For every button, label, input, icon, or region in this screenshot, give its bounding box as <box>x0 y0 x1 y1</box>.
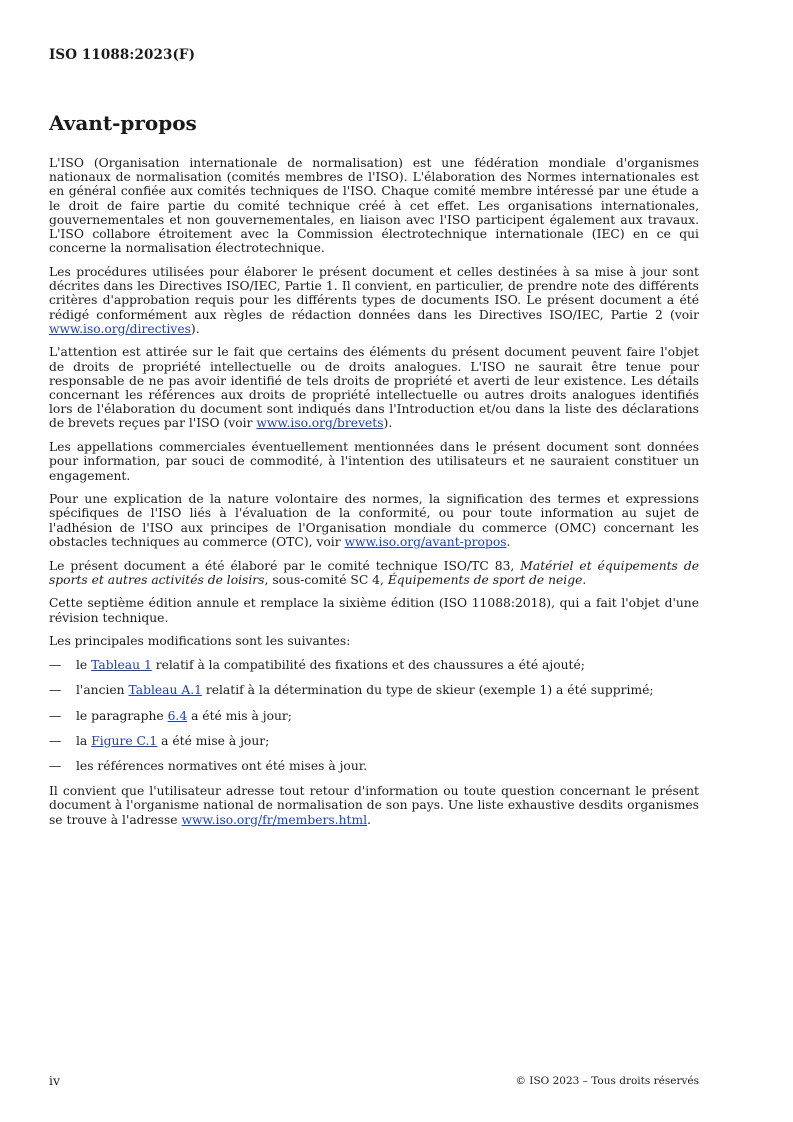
paragraph-edition: Cette septième édition annule et remplace la sixième édition (ISO 11088:2018), qui a fait l'objet d'une révision technique. <box>49 596 699 625</box>
dash-bullet: — <box>49 683 62 698</box>
list-item: — le paragraphe 6.4 a été mis à jour; <box>49 708 292 723</box>
document-id: ISO 11088:2023(F) <box>49 47 196 63</box>
paragraph-iso-intro: L'ISO (Organisation internationale de normalisation) est une fédération mondiale d'organismes nationaux de normalisation (comités membres de l'ISO). L'élaboration des Normes internationales est en général confiée aux comités techniques de l'ISO. Chaque comité membre intéressé par une étude a le droit de faire partie du comité technique créé à cet effet. Les organisations internationales, gouvernementales et non gouvernementales, en liaison avec l'ISO participent également aux travaux. L'ISO collabore étroitement avec la Commission électrotechnique internationale (IEC) en ce qui concerne la normalisation électrotechnique. <box>49 156 699 256</box>
paragraph-trade-names: Les appellations commerciales éventuellement mentionnées dans le présent document sont données pour information, par souci de commodité, à l'intention des utilisateurs et ne sauraient constituer un engagement. <box>49 440 699 483</box>
page-title: Avant-propos <box>49 111 197 135</box>
foreword-body <box>49 156 699 836</box>
paragraph-committee: Le présent document a été élaboré par le comité technique ISO/TC 83, Matériel et équipements de sports et autres activités de loisirs, sous-comité SC 4, Équipements de sport de neige. <box>49 558 699 587</box>
copyright-notice: © ISO 2023 – Tous droits réservés <box>515 1075 699 1087</box>
link-tableau-1[interactable]: Tableau 1 <box>91 658 152 673</box>
list-item: — le Tableau 1 relatif à la compatibilité des fixations et des chaussures a été ajouté; <box>49 658 585 673</box>
link-directives[interactable]: www.iso.org/directives <box>49 321 191 336</box>
page-number: iv <box>49 1073 61 1088</box>
dash-bullet: — <box>49 733 62 748</box>
paragraph-patents: L'attention est attirée sur le fait que certains des éléments du présent document peuvent faire l'objet de droits de propriété intellectuelle ou de droits analogues. L'ISO ne saurait être tenue pour responsable de ne pas avoir identifié de tels droits de propriété et averti de leur existence. Les détails concernant les références aux droits de propriété intellectuelle ou autres droits analogues identifiés lors de l'élaboration du document sont indiqués dans l'Introduction et/ou dans la liste des déclarations de brevets reçues par l'ISO (voir www.iso.org/brevets). <box>49 345 699 431</box>
link-figure-c1[interactable]: Figure C.1 <box>91 733 158 748</box>
list-item: — la Figure C.1 a été mise à jour; <box>49 733 270 748</box>
paragraph-changes-intro: Les principales modifications sont les suivantes: <box>49 634 351 649</box>
paragraph-procedures: Les procédures utilisées pour élaborer le présent document et celles destinées à sa mise à jour sont décrites dans les Directives ISO/IEC, Partie 1. Il convient, en particulier, de prendre note des différents critères d'approbation requis pour les différents types de documents ISO. Le présent document a été rédigé conformément aux règles de rédaction données dans les Directives ISO/IEC, Partie 2 (voir www.iso.org/directives). <box>49 264 699 336</box>
dash-bullet: — <box>49 758 62 773</box>
link-brevets[interactable]: www.iso.org/brevets <box>256 416 384 431</box>
dash-bullet: — <box>49 708 62 723</box>
dash-bullet: — <box>49 658 62 673</box>
paragraph-feedback: Il convient que l'utilisateur adresse tout retour d'information ou toute question concernant le présent document à l'organisme national de normalisation de son pays. Une liste exhaustive desdits organismes se trouve à l'adresse www.iso.org/fr/members.html. <box>49 784 699 827</box>
link-tableau-a1[interactable]: Tableau A.1 <box>128 683 202 698</box>
link-section-6-4[interactable]: 6.4 <box>167 708 188 723</box>
link-avant-propos[interactable]: www.iso.org/avant-propos <box>344 534 507 549</box>
changes-list <box>49 658 699 773</box>
link-members[interactable]: www.iso.org/fr/members.html <box>181 812 368 827</box>
list-item: — l'ancien Tableau A.1 relatif à la détermination du type de skieur (exemple 1) a été supprimé; <box>49 683 654 698</box>
paragraph-voluntary-nature: Pour une explication de la nature volontaire des normes, la signification des termes et expressions spécifiques de l'ISO liés à l'évaluation de la conformité, ou pour toute information au sujet de l'adhésion de l'ISO aux principes de l'Organisation mondiale du commerce (OMC) concernant les obstacles techniques au commerce (OTC), voir www.iso.org/avant-propos. <box>49 492 699 549</box>
list-item: — les références normatives ont été mises à jour. <box>49 758 368 773</box>
